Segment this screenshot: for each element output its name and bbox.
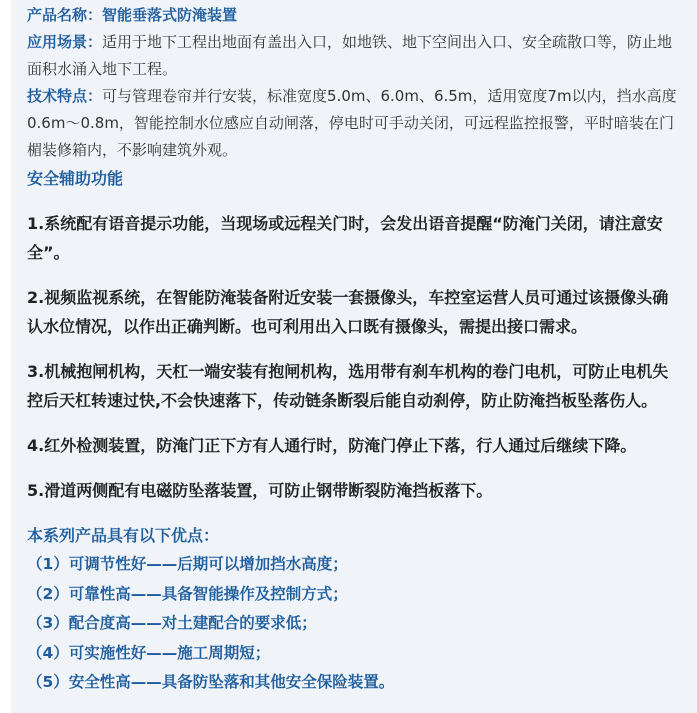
safety-item-3: 3.机械抱闸机构，天杠一端安装有抱闸机构，选用带有刹车机构的卷门电机，可防止电机失控后天杠转速过快,不会快速落下，传动链条断裂后能自动刹停，防止防淹挡板坠落伤人。 <box>27 362 669 410</box>
advantage-item-4: （4）可实施性好——施工周期短； <box>27 643 271 662</box>
product-name-line <box>27 2 683 29</box>
product-name-value: 智能垂落式防淹装置 <box>102 6 238 24</box>
safety-item-2: 2.视频监视系统，在智能防淹装备附近安装一套摄像头，车控室运营人员可通过该摄像头确认水位情况，以作出正确判断。也可利用出入口既有摄像头，需提出接口需求。 <box>27 288 669 336</box>
advantage-item-3: （3）配合度高——对土建配合的要求低； <box>27 614 317 632</box>
advantage-item-2: （2）可靠性高——具备智能操作及控制方式； <box>27 584 348 603</box>
safety-item-1: 1.系统配有语音提示功能，当现场或远程关门时，会发出语音提醒“防淹门关闭，请注意安全”。 <box>27 214 663 262</box>
technical-features-text: 可与管理卷帘并行安装，标准宽度5.0m、6.0m、6.5m，适用宽度7m以内，挡水高度0.6m～0.8m，智能控制水位感应自动闸落，停电时可手动关闭，可远程监控报警，平时暗装在门楣装修箱内，不影响建筑外观。 <box>27 87 677 159</box>
technical-features-label: 技术特点： <box>27 87 103 105</box>
technical-features-paragraph <box>27 83 683 164</box>
application-scene-text: 适用于地下工程出地面有盖出入口，如地铁、地下空间出入口、安全疏散口等，防止地面积水涌入地下工程。 <box>27 33 673 78</box>
content-panel <box>11 0 697 713</box>
safety-item-5: 5.滑道两侧配有电磁防坠落装置，可防止钢带断裂防淹挡板落下。 <box>27 481 493 500</box>
advantages-section-title: 本系列产品具有以下优点： <box>27 526 220 545</box>
advantage-item-1: （1）可调节性好——后期可以增加挡水高度； <box>27 555 348 573</box>
product-name-label: 产品名称： <box>27 6 103 24</box>
advantage-item-5: （5）安全性高——具备防坠落和其他安全保险装置。 <box>27 673 395 691</box>
application-scene-label: 应用场景： <box>27 33 103 51</box>
safety-section-title: 安全辅助功能 <box>27 169 124 188</box>
safety-item-4: 4.红外检测装置，防淹门正下方有人通行时，防淹门停止下落，行人通过后继续下降。 <box>27 436 637 455</box>
application-scene-paragraph <box>27 29 683 83</box>
